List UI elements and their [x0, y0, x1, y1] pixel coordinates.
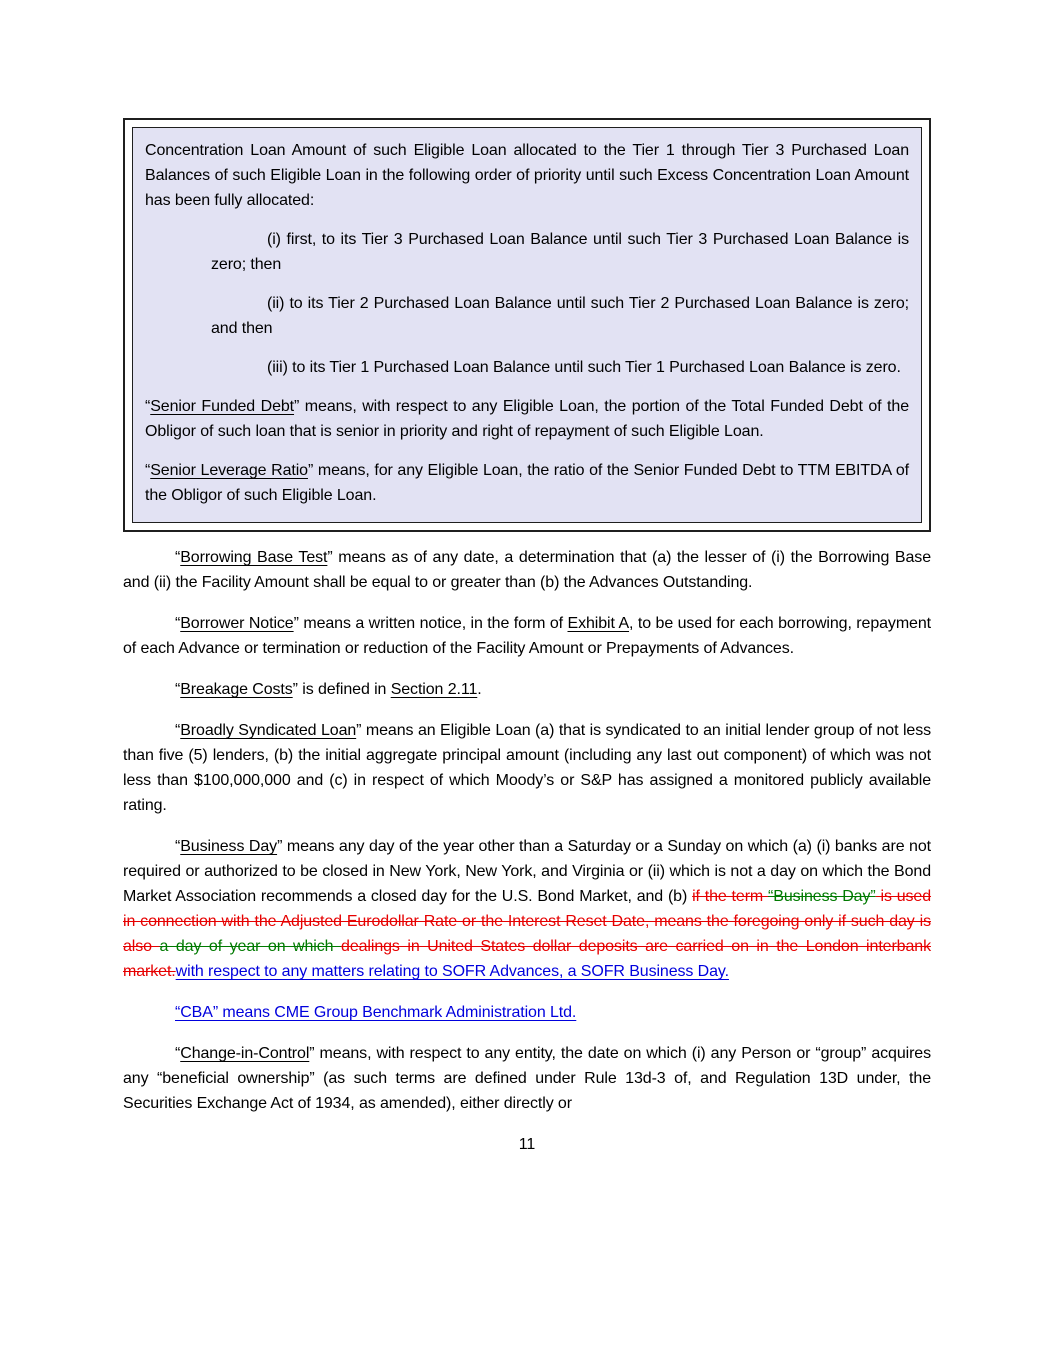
definition-change-in-control [123, 1041, 931, 1116]
open-quote: “ [175, 681, 181, 698]
cross-reference-section-2-11: Section 2.11 [390, 681, 478, 698]
box-paragraph-intro: Concentration Loan Amount of such Eligible Loan allocated to the Tier 1 through Tier 3 Purchased Loan Balances of such Eligible Loan in the following order of priority until such Excess Concentration Loan Amount has been fully allocated: [145, 142, 909, 209]
open-quote: “ [175, 838, 181, 855]
definition-business-day [123, 834, 931, 984]
definition-cba [123, 1000, 931, 1025]
definition-breakage-costs [123, 677, 931, 702]
definition-text: , to be used for each borrowing, repayment of each Advance or termination or reduction of the Facility Amount or Prepayments of Advances. [123, 615, 932, 657]
defined-term-senior-funded-debt: Senior Funded Debt [150, 398, 295, 415]
deleted-text-red: is used in connection with the Adjusted Eurodollar Rate or the Interest Reset Date, means the foregoing only if such day is also [123, 888, 932, 955]
definition-text: ” means an Eligible Loan (a) that is syndicated to an initial lender group of not less than five (5) lenders, (b) the initial aggregate principal amount (including any last out component) of which was not less than $100,000,000 and (c) in respect of which Moody’s or S&P has assigned a monitored publicly available rating. [123, 722, 931, 814]
defined-term-broadly-syndicated-loan: Broadly Syndicated Loan [180, 722, 357, 739]
defined-term-breakage-costs: Breakage Costs [180, 681, 293, 698]
defined-term-senior-leverage-ratio: Senior Leverage Ratio [150, 462, 308, 479]
definition-text: ” is defined in [292, 681, 391, 698]
definition-text: . [477, 681, 482, 698]
inserted-text-blue: with respect to any matters relating to SOFR Advances, a SOFR Business Day. [175, 963, 729, 980]
definition-broadly-syndicated-loan [123, 718, 931, 818]
box-list-item-iii: (iii) to its Tier 1 Purchased Loan Balance until such Tier 1 Purchased Loan Balance is zero. [267, 359, 901, 376]
definition-text: ” means a written notice, in the form of [293, 615, 568, 632]
open-quote: “ [175, 549, 181, 566]
document-page [123, 118, 931, 1157]
highlight-box-inner [132, 127, 922, 523]
open-quote: “ [175, 1045, 181, 1062]
deleted-text-red: dealings in United States dollar deposits are carried on in the London interbank market. [123, 938, 931, 980]
deleted-text-green: “Business Day” [768, 888, 876, 905]
open-quote: “ [175, 615, 181, 632]
definition-borrower-notice [123, 611, 931, 661]
definition-text: ” means, with respect to any entity, the date on which (i) any Person or “group” acquires any “beneficial ownership” (as such terms are defined under Rule 13d-3 of, and Regulation 13D under, the Securities Exchange Act of 1934, as amended), either directly or [123, 1045, 931, 1112]
box-list-item-i: (i) first, to its Tier 3 Purchased Loan Balance until such Tier 3 Purchased Loan Balance is zero; then [211, 231, 909, 273]
box-list-item-ii: (ii) to its Tier 2 Purchased Loan Balance until such Tier 2 Purchased Loan Balance is zero; and then [211, 295, 909, 337]
open-quote: “ [145, 398, 151, 415]
defined-term-borrowing-base-test: Borrowing Base Test [180, 549, 328, 566]
definition-senior-leverage-ratio [145, 458, 909, 508]
definition-senior-funded-debt [145, 394, 909, 444]
open-quote: “ [175, 722, 181, 739]
definition-text: ” means, with respect to any Eligible Loan, the portion of the Total Funded Debt of the Obligor of such loan that is senior in priority and right of repayment of such Eligible Loan. [145, 398, 909, 440]
open-quote: “ [145, 462, 151, 479]
deleted-text-red: if the term [692, 888, 769, 905]
definition-borrowing-base-test [123, 545, 931, 595]
defined-term-business-day: Business Day [180, 838, 278, 855]
definition-text: ” means as of any date, a determination that (a) the lesser of (i) the Borrowing Base and (ii) the Facility Amount shall be equal to or greater than (b) the Advances Outstanding. [123, 549, 931, 591]
cross-reference-exhibit-a: Exhibit A [567, 615, 630, 632]
highlight-box [123, 118, 931, 532]
definition-text: ” means, for any Eligible Loan, the ratio of the Senior Funded Debt to TTM EBITDA of the Obligor of such Eligible Loan. [145, 462, 909, 504]
definition-text: ” means any day of the year other than a Saturday or a Sunday on which (a) (i) banks are not required or authorized to be closed in New York, New York, and Virginia or (ii) which is not a day on which the Bond Market Association recommends a closed day for the U.S. Bond Market, and (b) [123, 838, 931, 905]
defined-term-change-in-control: Change-in-Control [180, 1045, 310, 1062]
deleted-text-green: a day of year on which [159, 938, 342, 955]
page-number: 11 [518, 1136, 536, 1153]
defined-term-borrower-notice: Borrower Notice [180, 615, 294, 632]
inserted-definition-text: “CBA” means CME Group Benchmark Administration Ltd. [175, 1004, 577, 1021]
